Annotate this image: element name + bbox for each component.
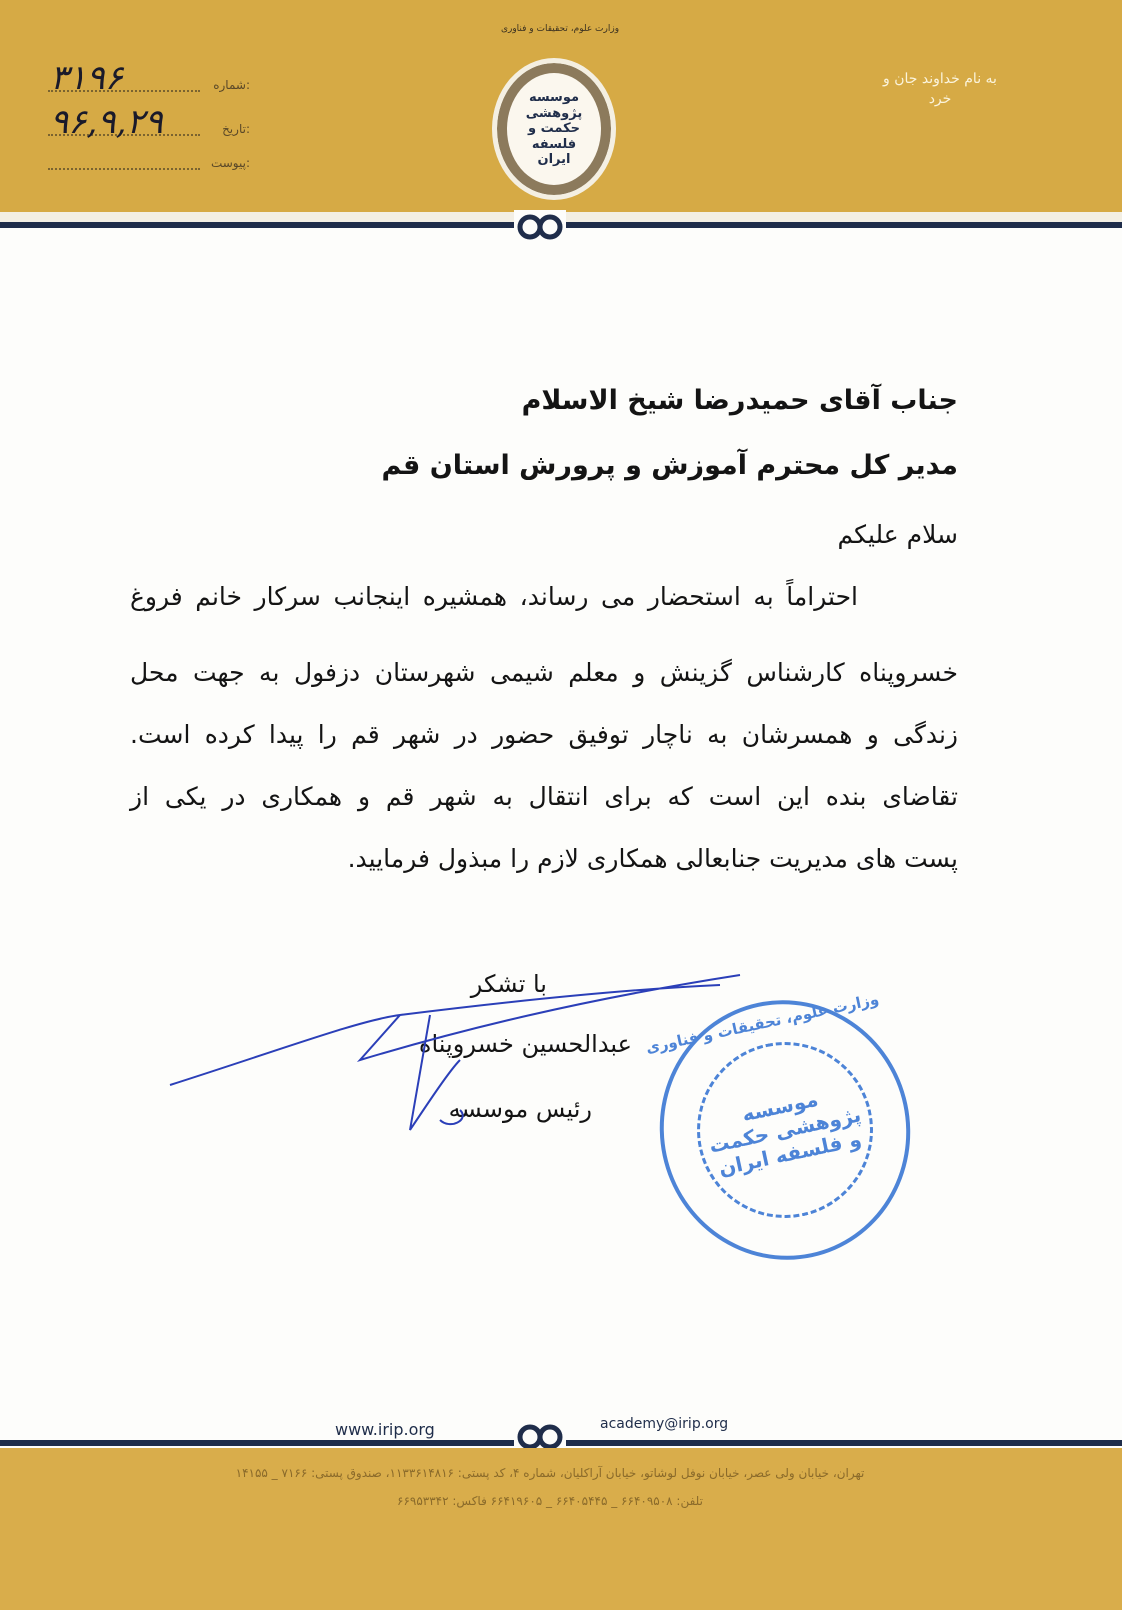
signer-name: عبدالحسین خسروپناه <box>418 1030 632 1058</box>
body-line: احتراماً به استحضار می رساند، همشیره اینجانب سرکار خانم فروغ <box>130 582 858 611</box>
body-line: زندگی و همسرشان به ناچار توفیق حضور در شهر قم را پیدا کرده است. <box>130 720 958 749</box>
attachment-field <box>20 142 250 176</box>
invocation-calligraphy: به نام خداوند جان و خرد <box>883 71 997 107</box>
recipient-title: مدیر کل محترم آموزش و پرورش استان قم <box>381 450 958 481</box>
closing: با تشکر <box>470 970 547 998</box>
logo-text: موسسه پژوهشی حکمت و فلسفه ایران <box>525 90 583 168</box>
date-value: ۹۶,۹,۲۹ <box>50 102 163 142</box>
number-value: ۳۱۹۶ <box>50 58 124 98</box>
recipient: جناب آقای حمیدرضا شیخ الاسلام <box>521 385 958 416</box>
phones: تلفن: ۶۶۴۰۹۵۰۸ _ ۶۶۴۰۵۴۴۵ _ ۶۶۴۱۹۶۰۵ فاکس: ۶۶۹۵۳۳۴۲ <box>397 1494 703 1508</box>
address: تهران، خیابان ولی عصر، خیابان نوفل لوشاتو، خیابان آراکلیان، شماره ۴، کد پستی: ۱۱۳۳۶۱۴۸۱۶، صندوق پستی: ۷۱۶۶ _ ۱۴۱۵۵ <box>235 1466 865 1480</box>
date-label: تاریخ: <box>222 122 250 136</box>
body-line: خسروپناه کارشناس گزینش و معلم شیمی شهرستان دزفول به جهت محل <box>130 658 958 687</box>
stamp-ring-text: وزارت علوم، تحقیقات و فناوری <box>644 989 881 1057</box>
email-link[interactable]: academy@irip.org <box>600 1416 729 1432</box>
website-link[interactable]: www.irip.org <box>335 1420 435 1439</box>
ministry-name: وزارت علوم، تحقیقات و فناوری <box>500 24 620 34</box>
greeting: سلام علیکم <box>837 520 958 549</box>
body-line: تقاضای بنده این است که برای انتقال به شهر قم و همکاری در یکی از <box>130 782 958 811</box>
stamp-center-text: موسسه پژوهشی حکمت و فلسفه ایران <box>706 1086 864 1181</box>
attachment-dots <box>48 168 200 170</box>
attachment-label: پیوست: <box>210 156 250 170</box>
ornament-icon <box>510 210 570 240</box>
date-field <box>20 102 250 142</box>
number-label: شماره: <box>213 78 250 92</box>
body-line: پست های مدیریت جنابعالی همکاری لازم را مبذول فرمایید. <box>347 844 958 873</box>
number-field <box>20 58 250 98</box>
institute-logo <box>492 58 616 200</box>
signer-title: رئیس موسسه <box>448 1095 592 1123</box>
